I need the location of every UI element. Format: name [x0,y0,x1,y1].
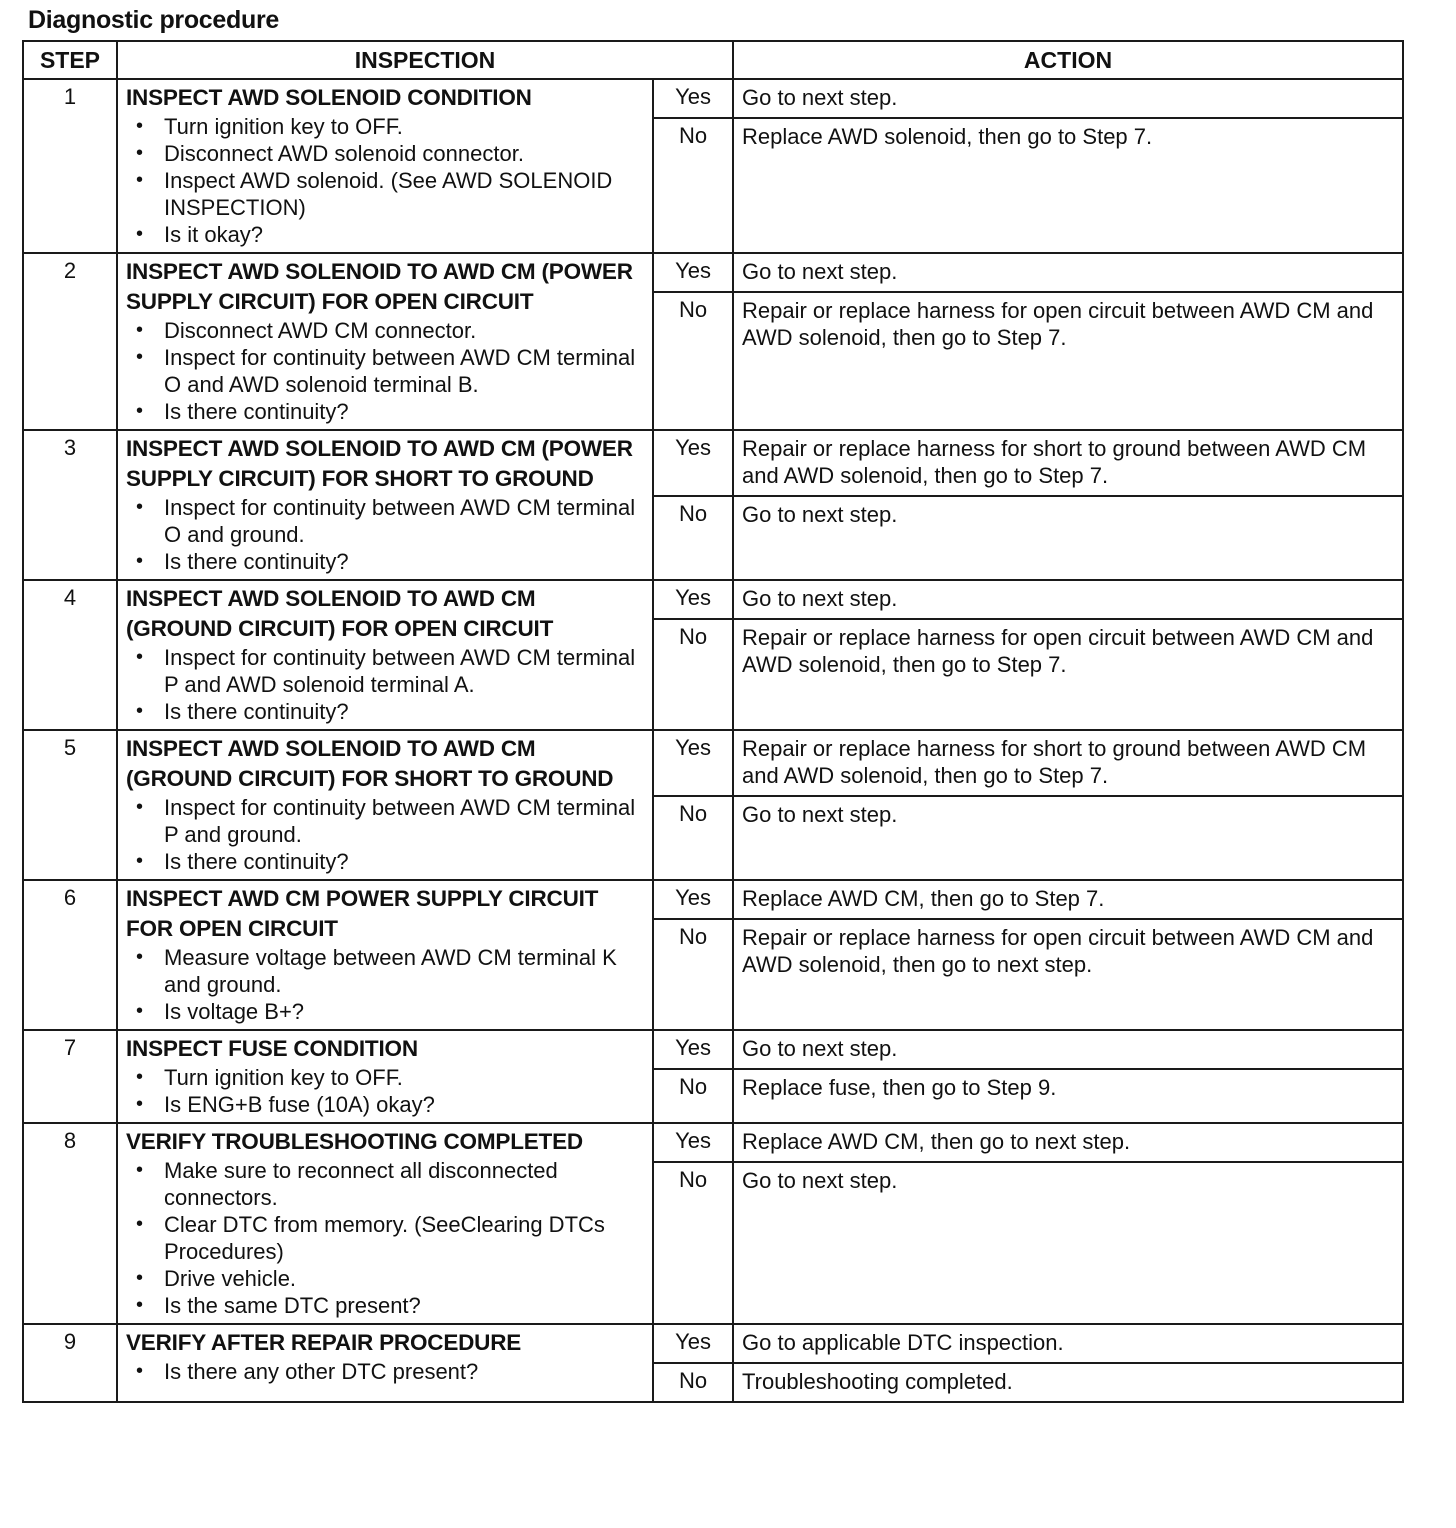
step-number: 7 [23,1030,117,1123]
checklist-item: • Inspect for continuity between AWD CM terminal O and ground. [164,494,646,548]
inspection-checklist [126,1157,646,1319]
inspection-checklist [126,494,646,575]
inspection-cell [117,1030,653,1123]
step-row-yes [23,253,1403,292]
inspection-title: INSPECT AWD SOLENOID TO AWD CM (POWER SUPPLY CIRCUIT) FOR SHORT TO GROUND [126,436,633,491]
checklist-item: • Inspect for continuity between AWD CM terminal P and ground. [164,794,646,848]
action-if-yes: Go to next step. [733,580,1403,619]
inspection-cell [117,880,653,1030]
answer-yes-label: Yes [653,1030,733,1069]
step-row-yes [23,430,1403,496]
inspection-cell [117,730,653,880]
checklist-item: • Is it okay? [164,221,646,248]
checklist-item: • Inspect for continuity between AWD CM terminal O and AWD solenoid terminal B. [164,344,646,398]
action-if-yes: Repair or replace harness for short to ground between AWD CM and AWD solenoid, then go to Step 7. [733,730,1403,796]
action-if-no: Troubleshooting completed. [733,1363,1403,1402]
step-row-yes [23,1030,1403,1069]
answer-yes-label: Yes [653,1123,733,1162]
checklist-item: • Disconnect AWD CM connector. [164,317,646,344]
action-if-no: Go to next step. [733,796,1403,880]
checklist-item: • Is ENG+B fuse (10A) okay? [164,1091,646,1118]
step-number: 9 [23,1324,117,1402]
checklist-item: • Is there continuity? [164,398,646,425]
inspection-cell [117,253,653,430]
answer-no-label: No [653,496,733,580]
inspection-title: INSPECT AWD SOLENOID TO AWD CM (GROUND CIRCUIT) FOR OPEN CIRCUIT [126,586,554,641]
answer-no-label: No [653,1363,733,1402]
action-if-yes: Go to next step. [733,1030,1403,1069]
checklist-item: • Is voltage B+? [164,998,646,1025]
step-number: 4 [23,580,117,730]
header-action: ACTION [733,41,1403,79]
inspection-checklist [126,644,646,725]
answer-no-label: No [653,796,733,880]
diagnostic-procedure-table [22,40,1404,1403]
answer-yes-label: Yes [653,580,733,619]
answer-no-label: No [653,1069,733,1123]
checklist-item: • Clear DTC from memory. (SeeClearing DTCs Procedures) [164,1211,646,1265]
procedure-body [23,79,1403,1402]
answer-yes-label: Yes [653,430,733,496]
inspection-checklist [126,113,646,248]
checklist-item: • Disconnect AWD solenoid connector. [164,140,646,167]
step-row-yes [23,730,1403,796]
step-row-yes [23,1324,1403,1363]
answer-no-label: No [653,118,733,253]
action-if-yes: Go to next step. [733,253,1403,292]
action-if-yes: Replace AWD CM, then go to next step. [733,1123,1403,1162]
checklist-item: • Is there continuity? [164,848,646,875]
answer-no-label: No [653,919,733,1030]
action-if-yes: Go to next step. [733,79,1403,118]
checklist-item: • Turn ignition key to OFF. [164,113,646,140]
inspection-checklist [126,944,646,1025]
inspection-title: INSPECT AWD SOLENOID TO AWD CM (POWER SUPPLY CIRCUIT) FOR OPEN CIRCUIT [126,259,633,314]
action-if-no: Go to next step. [733,496,1403,580]
answer-yes-label: Yes [653,79,733,118]
step-number: 6 [23,880,117,1030]
inspection-title: INSPECT AWD CM POWER SUPPLY CIRCUIT FOR OPEN CIRCUIT [126,886,599,941]
action-if-no: Replace fuse, then go to Step 9. [733,1069,1403,1123]
checklist-item: • Is there any other DTC present? [164,1358,646,1385]
inspection-checklist [126,1064,646,1118]
step-row-yes [23,1123,1403,1162]
inspection-checklist [126,794,646,875]
inspection-title: VERIFY AFTER REPAIR PROCEDURE [126,1330,522,1355]
inspection-checklist [126,1358,646,1385]
action-if-no: Go to next step. [733,1162,1403,1324]
checklist-item: • Inspect for continuity between AWD CM terminal P and AWD solenoid terminal A. [164,644,646,698]
action-if-yes: Repair or replace harness for short to ground between AWD CM and AWD solenoid, then go to Step 7. [733,430,1403,496]
inspection-title: INSPECT AWD SOLENOID CONDITION [126,85,532,110]
answer-no-label: No [653,619,733,730]
inspection-title: INSPECT FUSE CONDITION [126,1036,418,1061]
step-number: 5 [23,730,117,880]
step-row-yes [23,580,1403,619]
answer-yes-label: Yes [653,1324,733,1363]
inspection-cell [117,430,653,580]
checklist-item: • Drive vehicle. [164,1265,646,1292]
action-if-yes: Go to applicable DTC inspection. [733,1324,1403,1363]
step-number: 3 [23,430,117,580]
header-inspection: INSPECTION [117,41,733,79]
checklist-item: • Is there continuity? [164,548,646,575]
checklist-item: • Is there continuity? [164,698,646,725]
action-if-no: Repair or replace harness for open circuit between AWD CM and AWD solenoid, then go to Step 7. [733,292,1403,430]
inspection-cell [117,1324,653,1402]
checklist-item: • Measure voltage between AWD CM terminal K and ground. [164,944,646,998]
inspection-title: VERIFY TROUBLESHOOTING COMPLETED [126,1129,583,1154]
inspection-checklist [126,317,646,425]
step-row-yes [23,79,1403,118]
inspection-cell [117,1123,653,1324]
checklist-item: • Turn ignition key to OFF. [164,1064,646,1091]
page-title: Diagnostic procedure [28,6,279,34]
inspection-title: INSPECT AWD SOLENOID TO AWD CM (GROUND CIRCUIT) FOR SHORT TO GROUND [126,736,614,791]
step-number: 1 [23,79,117,253]
action-if-yes: Replace AWD CM, then go to Step 7. [733,880,1403,919]
checklist-item: • Make sure to reconnect all disconnected connectors. [164,1157,646,1211]
header-step: STEP [23,41,117,79]
checklist-item: • Inspect AWD solenoid. (See AWD SOLENOID INSPECTION) [164,167,646,221]
header-row [23,41,1403,79]
step-row-yes [23,880,1403,919]
answer-yes-label: Yes [653,730,733,796]
step-number: 2 [23,253,117,430]
step-number: 8 [23,1123,117,1324]
answer-no-label: No [653,1162,733,1324]
answer-yes-label: Yes [653,253,733,292]
answer-no-label: No [653,292,733,430]
answer-yes-label: Yes [653,880,733,919]
inspection-cell [117,580,653,730]
inspection-cell [117,79,653,253]
action-if-no: Repair or replace harness for open circuit between AWD CM and AWD solenoid, then go to Step 7. [733,619,1403,730]
action-if-no: Replace AWD solenoid, then go to Step 7. [733,118,1403,253]
action-if-no: Repair or replace harness for open circuit between AWD CM and AWD solenoid, then go to next step. [733,919,1403,1030]
checklist-item: • Is the same DTC present? [164,1292,646,1319]
